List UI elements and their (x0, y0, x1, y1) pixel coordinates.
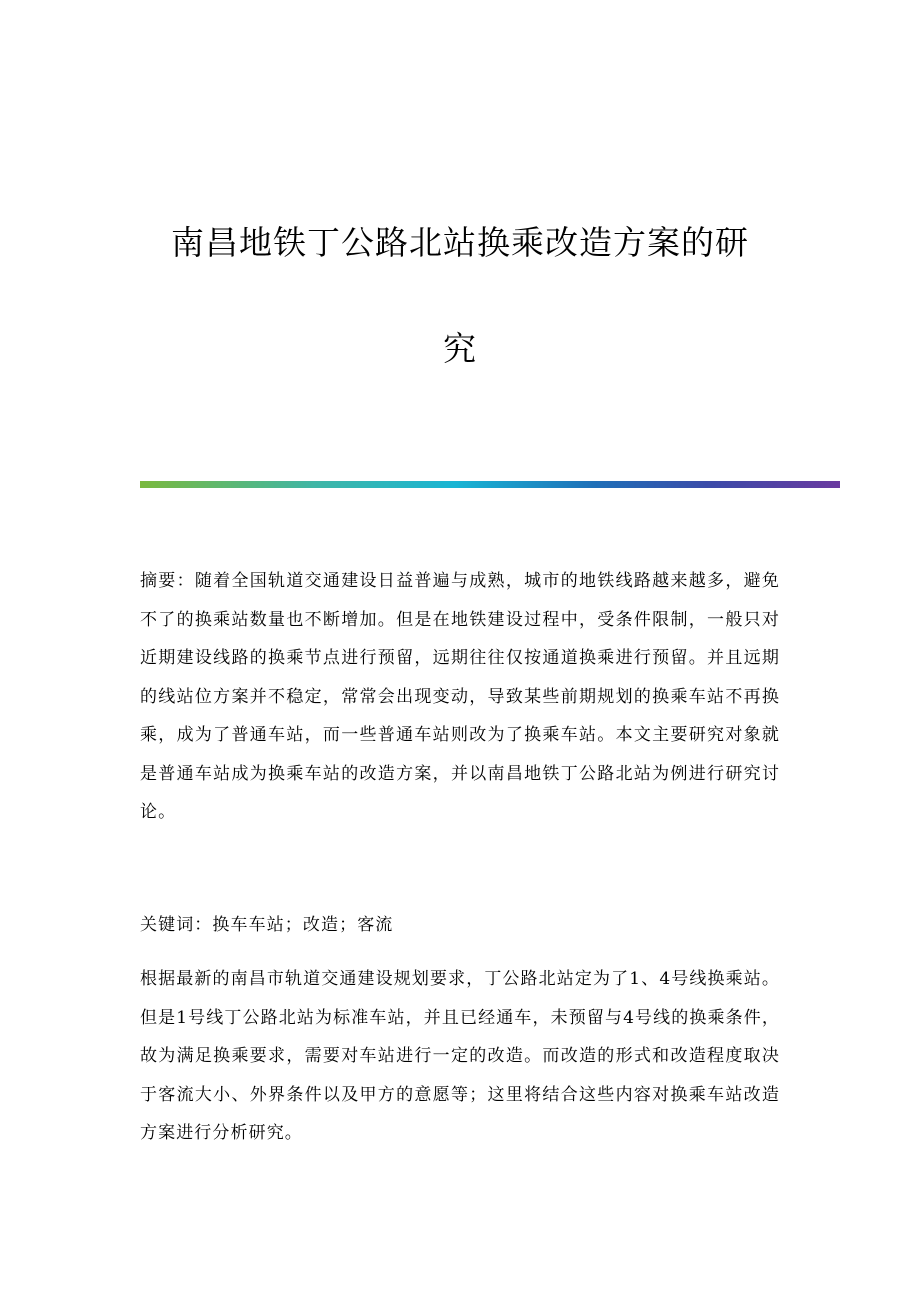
abstract-paragraph: 摘要：随着全国轨道交通建设日益普遍与成熟，城市的地铁线路越来越多，避免不了的换乘站数量也不断增加。但是在地铁建设过程中，受条件限制，一般只对近期建设线路的换乘节点进行预留，远期往往仅按通道换乘进行预留。并且远期的线站位方案并不稳定，常常会出现变动，导致某些前期规划的换乘车站不再换乘，成为了普通车站，而一些普通车站则改为了换乘车站。本文主要研究对象就是普通车站成为换乘车站的改造方案，并以南昌地铁丁公路北站为例进行研究讨论。 (140, 571, 780, 822)
title-line-2: 究 (443, 329, 477, 368)
title-line-1: 南昌地铁丁公路北站换乘改造方案的研 (171, 223, 749, 262)
body-paragraph-1: 根据最新的南昌市轨道交通建设规划要求，丁公路北站定为了1、4号线换乘站。但是1号线丁公路北站为标准车站，并且已经通车，未预留与4号线的换乘条件，故为满足换乘要求，需要对车站进行一定的改造。而改造的形式和改造程度取决于客流大小、外界条件以及甲方的意愿等；这里将结合这些内容对换乘车站改造方案进行分析研究。 (140, 969, 780, 1143)
gradient-divider (140, 481, 840, 488)
document-title (120, 190, 800, 402)
keywords-line: 关键词：换车车站；改造；客流 (140, 915, 394, 935)
